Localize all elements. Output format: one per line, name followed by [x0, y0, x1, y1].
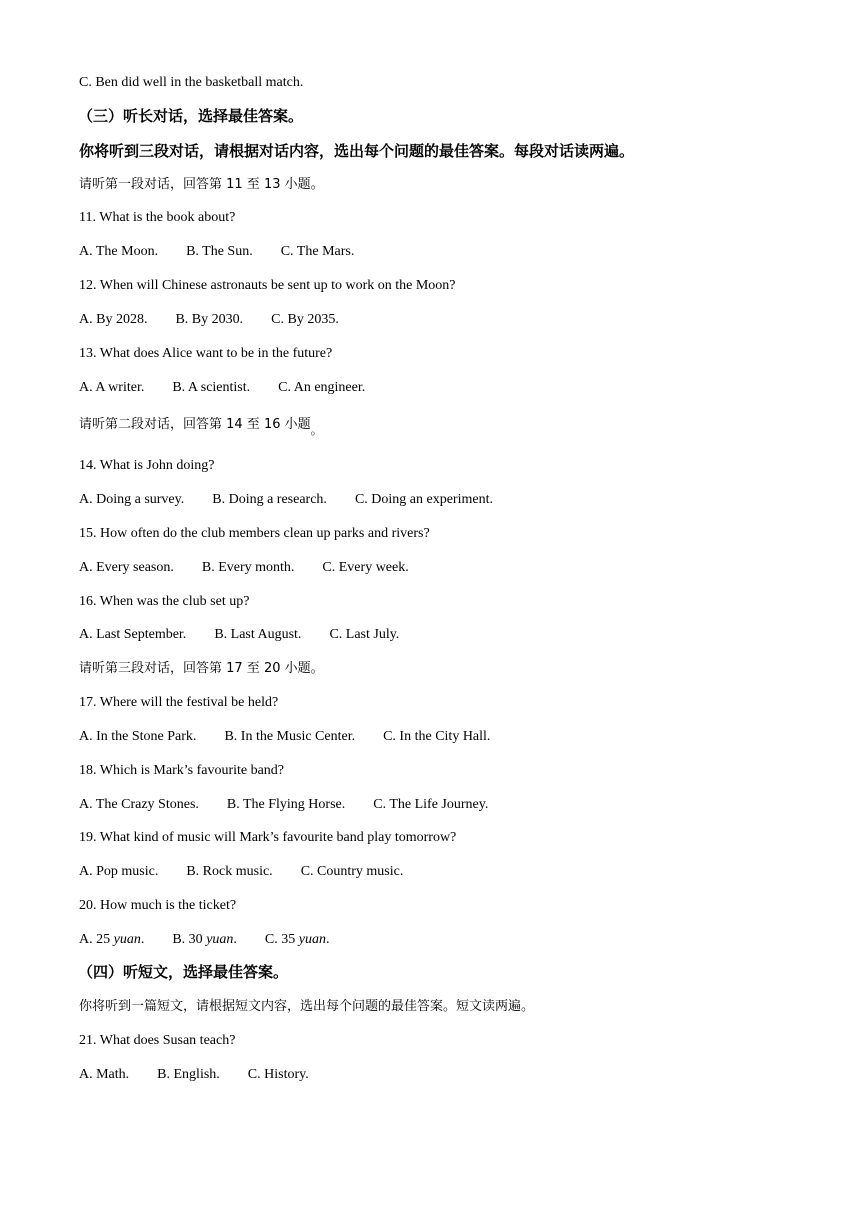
question-18-options — [79, 796, 488, 814]
question-21: 21. What does Susan teach? — [79, 1033, 236, 1048]
question-19-options — [79, 863, 403, 881]
previous-option-c: C. Ben did well in the basketball match. — [79, 75, 304, 90]
q20-option-b: B. 30 yuan. — [172, 932, 237, 947]
q21-option-a: A. Math. — [79, 1067, 130, 1082]
dialog-2-intro-text: 请听第二段对话，回答第 14 至 16 小题 — [79, 417, 311, 432]
question-12-options — [79, 311, 339, 329]
question-20-options — [79, 931, 329, 949]
q12-option-b: B. By 2030. — [175, 312, 244, 327]
section-3-instruction: 你将听到三段对话，请根据对话内容，选出每个问题的最佳答案。每段对话读两遍。 — [79, 142, 635, 160]
q13-option-b: B. A scientist. — [172, 380, 251, 395]
q17-option-c: C. In the City Hall. — [383, 729, 491, 744]
q13-option-a: A. A writer. — [79, 380, 145, 395]
q12-option-c: C. By 2035. — [271, 312, 339, 327]
question-15: 15. How often do the club members clean up parks and rivers? — [79, 526, 430, 541]
q19-option-b: B. Rock music. — [186, 864, 273, 879]
question-16-options — [79, 626, 399, 644]
question-13: 13. What does Alice want to be in the future? — [79, 346, 333, 361]
dialog-2-intro — [79, 415, 323, 437]
question-13-options — [79, 379, 365, 397]
question-14: 14. What is John doing? — [79, 458, 215, 473]
q18-option-c: C. The Life Journey. — [373, 797, 489, 812]
q16-option-b: B. Last August. — [214, 627, 302, 642]
question-17: 17. Where will the festival be held? — [79, 695, 279, 710]
section-3-title: （三）听长对话，选择最佳答案。 — [78, 107, 304, 125]
q15-option-c: C. Every week. — [322, 560, 409, 575]
q21-option-c: C. History. — [247, 1067, 309, 1082]
dialog-2-intro-period: 。 — [310, 423, 323, 437]
dialog-3-intro: 请听第三段对话，回答第 17 至 20 小题。 — [79, 661, 324, 676]
q15-option-b: B. Every month. — [201, 560, 295, 575]
q11-option-c: C. The Mars. — [280, 244, 355, 259]
q14-option-b: B. Doing a research. — [212, 492, 327, 507]
q11-option-a: A. The Moon. — [79, 244, 159, 259]
question-21-options — [79, 1066, 309, 1084]
q19-option-a: A. Pop music. — [79, 864, 159, 879]
section-4-instruction: 你将听到一篇短文，请根据短文内容，选出每个问题的最佳答案。短文读两遍。 — [79, 999, 535, 1014]
dialog-1-intro: 请听第一段对话，回答第 11 至 13 小题。 — [79, 177, 324, 192]
q14-option-a: A. Doing a survey. — [79, 492, 185, 507]
q20-option-a: A. 25 yuan. — [79, 932, 145, 947]
question-19: 19. What kind of music will Mark’s favourite band play tomorrow? — [79, 830, 457, 845]
q13-option-c: C. An engineer. — [278, 380, 366, 395]
q20-option-c: C. 35 yuan. — [264, 932, 330, 947]
q18-option-a: A. The Crazy Stones. — [79, 797, 199, 812]
q14-option-c: C. Doing an experiment. — [354, 492, 493, 507]
q16-option-c: C. Last July. — [329, 627, 400, 642]
question-12: 12. When will Chinese astronauts be sent up to work on the Moon? — [79, 278, 456, 293]
question-18: 18. Which is Mark’s favourite band? — [79, 763, 285, 778]
question-17-options — [79, 728, 490, 746]
q17-option-b: B. In the Music Center. — [224, 729, 356, 744]
q12-option-a: A. By 2028. — [79, 312, 148, 327]
question-20: 20. How much is the ticket? — [79, 898, 237, 913]
q18-option-b: B. The Flying Horse. — [226, 797, 346, 812]
question-11-options — [79, 243, 354, 261]
q11-option-b: B. The Sun. — [186, 244, 253, 259]
question-15-options — [79, 559, 409, 577]
question-16: 16. When was the club set up? — [79, 594, 250, 609]
q19-option-c: C. Country music. — [300, 864, 404, 879]
section-4-title: （四）听短文，选择最佳答案。 — [78, 963, 289, 981]
q16-option-a: A. Last September. — [79, 627, 187, 642]
question-11: 11. What is the book about? — [79, 210, 236, 225]
question-14-options — [79, 491, 493, 509]
q15-option-a: A. Every season. — [79, 560, 174, 575]
q17-option-a: A. In the Stone Park. — [79, 729, 197, 744]
q21-option-b: B. English. — [157, 1067, 220, 1082]
